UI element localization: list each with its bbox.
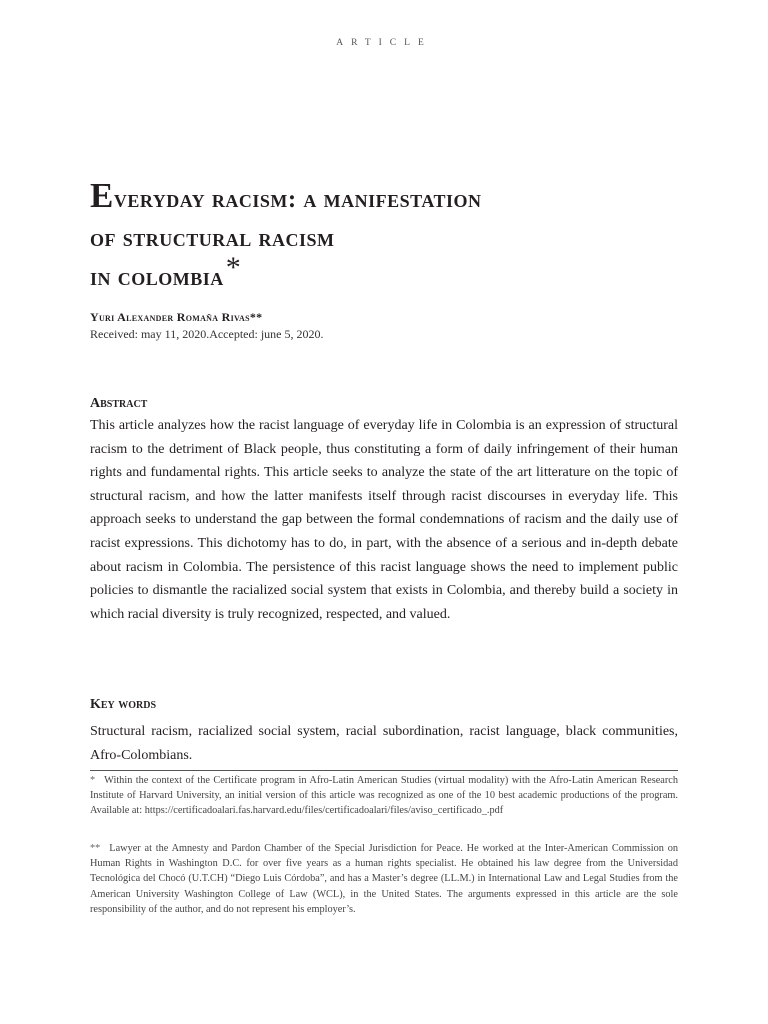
author-name: Yuri Alexander Romaña Rivas** [90,310,263,324]
footnote-1 [90,773,678,819]
footnote-2 [90,841,678,917]
title-line-3 [90,251,690,297]
article-title [90,176,690,297]
keywords-heading: Key words [90,697,157,712]
footnote-divider [90,770,678,771]
title-line-2: of structural racism [90,225,335,252]
footnote-2-marker: ** [90,843,101,854]
abstract-text: This article analyzes how the racist language of everyday life in Colombia is an expression of structural racism to the detriment of Black people, thus constituting a form of daily infringement of their human rights and fundamental rights. This article seeks to analyze the state of the art litterature on the topic of structural racism, and how the latter manifests itself through racist discourses in everyday life. This approach seeks to understand the gap between the formal condemnations of racism and the daily use of racist expressions. This dichotomy has to do, in part, with the absence of a serious and in-depth debate about racism in Colombia. The persistence of this racist language shows the need to implement public policies to dismantle the racialized social system that exists in Colombia, and thereby build a society in which racial diversity is truly recognized, respected, and valued. [90,418,678,622]
title-line-1 [90,176,690,219]
running-head: ARTICLE [336,38,432,48]
title-footnote-marker[interactable]: * [225,251,242,284]
footnote-2-text: Lawyer at the Amnesty and Pardon Chamber of the Special Jurisdiction for Peace. He worked at the Inter-American Commission on Human Rights in Washington D.C. for over five years as a human rights specialist. He obtained his law degree from the Universidad Tecnológica del Chocó (U.T.CH) “Diego Luis Córdoba”, and has a Master’s degree (LL.M.) in International Law and Legal Studies from the American University Washington College of Law (WCL), in the United States. The arguments expressed in this article are the sole responsibility of the author, and do not represent his employer’s. [90,843,678,915]
footnote-1-marker: * [90,775,96,786]
title-line-1-rest: veryday racism: a manifestation [113,186,482,213]
title-initial-letter: E [90,176,114,215]
keywords-text: Structural racism, racialized social system, racial subordination, racist language, black communities, Afro-Colombians. [90,724,678,763]
title-line-3-text: in colombia [90,264,224,291]
received-accepted-dates: Received: may 11, 2020.Accepted: june 5, 2020. [90,327,324,341]
footnote-1-text: Within the context of the Certificate program in Afro-Latin American Studies (virtual modality) with the Afro-Latin American Research Institute of Harvard University, an initial version of this article was recognized as one of the 10 best academic productions of the program. Available at: https://certificadoalari.fas.harvard.edu/files/certificadoalari/files/aviso_certificado_.pdf [90,775,678,817]
abstract-heading: Abstract [90,396,148,411]
